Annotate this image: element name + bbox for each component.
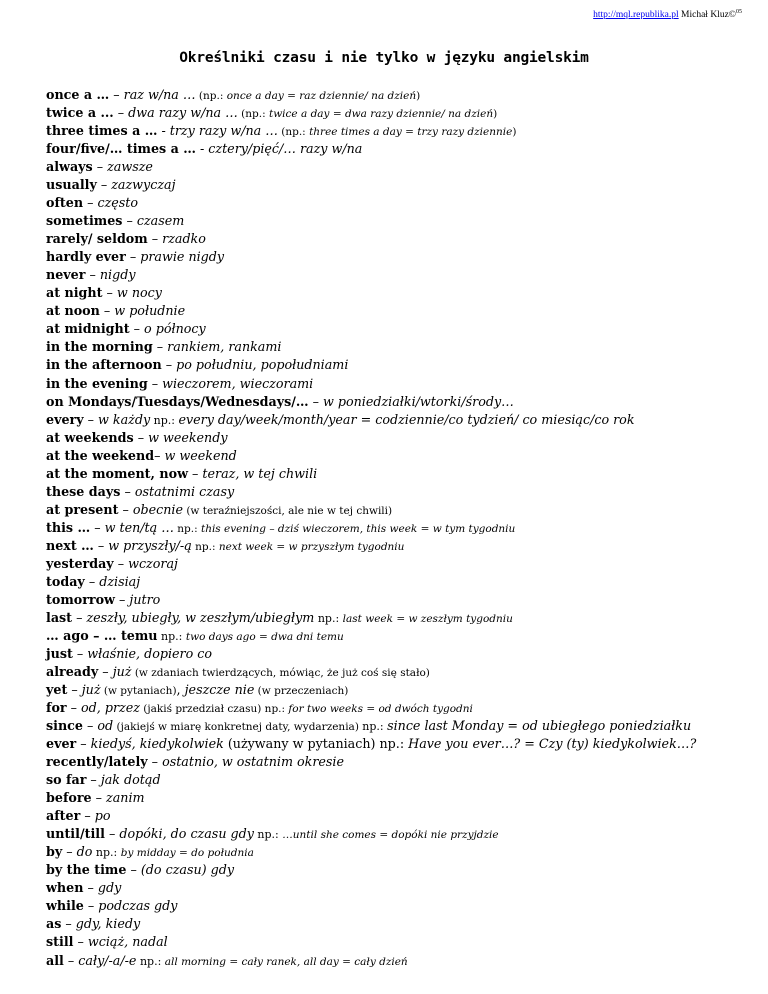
example-prefix: np.: [253,828,283,842]
usage-note-2: (w przeczeniach) [254,685,349,698]
translation: ostatnimi czasy [134,483,235,499]
dash: – [147,375,163,391]
dash: – [93,537,109,553]
dash: – [133,429,149,445]
term: this … [46,519,91,535]
translation: wciąż, nadal [87,934,168,950]
list-item [46,573,746,591]
dash: – [98,664,113,679]
dash: – [61,916,76,932]
term: just [46,645,73,661]
list-item [46,266,746,284]
term: three times a … [46,123,158,139]
translation: dzisiaj [99,573,141,589]
list-item [46,952,746,970]
translation: gdy, kiedy [75,916,141,932]
example-prefix: (np.: [195,90,227,102]
list-item [46,753,746,771]
dash: – [67,682,82,698]
example-prefix: np.: [173,522,201,535]
translation: jutro [129,591,161,607]
term: already [46,664,99,679]
example: three times a day = trzy razy dziennie [309,126,513,139]
list-item [46,681,746,699]
usage-note: (jakiejś w miarę konkretnej daty, wydarzenia) [113,721,363,734]
example: once a day = raz dziennie/ na dzień [226,90,417,102]
list-item [46,843,746,861]
dash: – [83,898,99,914]
list-item [46,248,746,266]
term: after [46,808,81,824]
list-item [46,735,746,753]
translation: nigdy [99,267,136,283]
translation: od, przez [81,700,140,716]
dash: – [104,826,120,842]
list-item [46,897,746,915]
translation: czasem [136,213,185,229]
list-item [46,807,746,825]
translation: w poniedziałki/wtorki/środy… [322,393,514,409]
translation: prawie nigdy [140,249,225,265]
term: tomorrow [46,591,115,607]
dash: – [90,519,105,535]
list-item [46,230,746,248]
term: hardly ever [46,249,126,265]
term: never [46,267,86,283]
usage-note: (w teraźniejszości, ale nie w tej chwili) [182,504,393,517]
list-item [46,519,746,537]
translation: już [112,664,132,679]
term: still [46,934,74,950]
list-item [46,356,746,374]
translation: w nocy [116,285,162,301]
list-item [46,194,746,212]
dash: – [188,465,203,481]
translation: ostatnio, w ostatnim okresie [162,754,344,770]
term: rarely/ seldom [46,231,148,247]
list-item [46,879,746,897]
page-header [593,9,742,20]
list-item [46,717,746,735]
translation: po [94,808,111,824]
dash: – [72,609,87,625]
dash: – [129,321,145,337]
example-prefix: np.: [136,954,165,968]
translation: zanim [106,790,145,806]
list-item [46,537,746,555]
term: recently/lately [46,754,148,770]
separator: , [176,682,185,698]
dash: – [62,844,77,860]
dash: – [76,736,91,752]
translation: od [97,718,114,734]
term: in the evening [46,375,148,391]
example: since last Monday = od ubiegłego poniedziałku [387,718,692,734]
term: all [46,952,64,968]
example-prefix: np.: [150,413,179,427]
term: at the weekend [46,447,155,463]
dash: – [91,790,107,806]
list-item [46,591,746,609]
list-item [46,284,746,302]
list-item [46,483,746,501]
example: for two weeks = od dwóch tygodni [288,703,473,716]
translation: w weekendy [148,429,228,445]
dash: – [83,880,98,896]
term: today [46,573,85,589]
translation: wieczorem, wieczorami [162,375,314,391]
example: next week = w przyszłym tygodniu [218,540,405,553]
translation: w południe [114,303,186,319]
translation: do [76,844,93,860]
page-title: Określniki czasu i nie tylko w języku angielskim [179,50,589,66]
paren-close: ) [493,108,498,121]
list-item [46,627,746,645]
translation: dwa razy w/na … [128,105,238,121]
dash: – [99,303,115,319]
example: two days ago = dwa dni temu [185,630,344,643]
list-item [46,140,746,158]
term: in the morning [46,339,153,355]
translation: w weekend [164,447,237,463]
translation: dopóki, do czasu gdy [119,826,254,842]
term: at the moment, now [46,465,188,481]
term: sometimes [46,213,123,229]
dash: – [66,700,82,716]
translation: właśnie, dopiero co [87,645,213,661]
term: by [46,844,63,860]
list-item [46,320,746,338]
example-prefix: np.: [362,720,388,734]
translation: w każdy [98,411,151,427]
example-prefix: (np.: [277,126,310,139]
translation: cztery/pięć/… razy w/na [208,141,363,157]
translation: teraz, w tej chwili [202,465,318,481]
translation: po południu, popołudniami [176,357,349,373]
expression-list [46,86,746,970]
example: …until she comes = dopóki nie przyjdzie [282,829,499,842]
translation: cały/-a/-e [78,952,137,968]
translation: w ten/tą … [104,519,174,535]
translation: rankiem, rankami [167,339,282,355]
list-item [46,338,746,356]
term: until/till [46,826,105,842]
dash: – [73,934,88,950]
dash: – [125,249,141,265]
list-item [46,555,746,573]
author-name: Michał Kluz© [681,10,736,21]
list-item [46,122,746,140]
term: before [46,790,92,806]
translation: często [97,195,139,211]
example-prefix: np.: [92,846,121,860]
dash: – [147,231,163,247]
translation-2: jeszcze nie [184,682,255,698]
list-item [46,393,746,411]
term: yesterday [46,555,114,571]
dash: – [147,754,163,770]
translation: o północy [144,321,206,337]
term: ever [46,736,77,752]
term: yet [46,682,68,698]
translation: obecnie [132,501,183,517]
list-item [46,176,746,194]
dash: – [85,267,100,283]
translation: wczoraj [128,555,178,571]
example: Have you ever…? = Czy (ty) kiedykolwiek…? [408,736,697,752]
dash: – [122,213,137,229]
dash: – [109,87,124,102]
usage-note-plain: (używany w pytaniach) np.: [223,736,409,752]
dash: – [84,573,100,589]
dash: – [113,105,129,121]
usage-note: (w zdaniach twierdzących, mówiąc, że już coś się stało) [131,667,430,679]
dash: – [96,177,112,193]
list-item [46,429,746,447]
term: at noon [46,303,100,319]
dash: – [113,555,129,571]
list-item [46,915,746,933]
example-prefix: (np.: [237,108,269,121]
example-prefix: np.: [314,611,343,625]
translation: podczas gdy [98,898,178,914]
list-item [46,645,746,663]
translation: zazwyczaj [111,177,176,193]
dash: – [92,159,108,175]
term: at night [46,285,103,301]
example-prefix: np.: [157,629,186,643]
translation: zawsze [107,159,153,175]
paren-close: ) [416,90,421,102]
list-item [46,789,746,807]
term: … ago – … temu [46,627,158,643]
usage-note: (jakiś przedział czasu) [139,703,262,716]
list-item [46,699,746,717]
list-item [46,158,746,176]
dash: – [114,591,130,607]
term: usually [46,177,97,193]
list-item [46,609,746,627]
translation: raz w/na … [123,87,196,102]
dash: – [154,447,165,463]
example: twice a day = dwa razy dziennie/ na dzień [268,108,494,121]
website-link[interactable]: http://mql.republika.pl [593,10,679,21]
example: last week = w zeszłym tygodniu [342,612,513,625]
dash: – [86,772,101,788]
list-item [46,825,746,843]
translation: gdy [97,880,122,896]
list-item [46,104,746,122]
dash: – [161,357,177,373]
translation: trzy razy w/na … [169,123,278,139]
list-item [46,375,746,393]
term: at weekends [46,429,134,445]
dash: – [83,195,98,211]
term: these days [46,483,121,499]
term: when [46,880,84,896]
term: last [46,609,73,625]
term: as [46,916,62,932]
list-item [46,447,746,465]
translation: (do czasu) gdy [140,862,235,878]
term: next … [46,537,94,553]
translation: jak dotąd [100,772,161,788]
year-superscript: 05 [736,9,742,15]
list-item [46,411,746,429]
translation: w przyszły/-ą [108,537,192,553]
list-item [46,501,746,519]
list-item [46,771,746,789]
example-prefix: np.: [191,540,219,553]
list-item [46,861,746,879]
term: at present [46,501,119,517]
dash: – [118,501,133,517]
term: for [46,700,67,716]
example-prefix: np.: [261,703,289,716]
dash: – [63,952,79,968]
term: four/five/… times a … [46,141,196,157]
dash: – [308,393,323,409]
translation: już [81,682,101,698]
term: by the time [46,862,127,878]
list-item [46,302,746,320]
example: this evening – dziś wieczorem, this week = w tym tygodniu [200,522,516,535]
example: all morning = cały ranek, all day = cały dzień [164,955,408,968]
list-item [46,86,746,104]
translation: kiedyś, kiedykolwiek [90,736,224,752]
list-item [46,212,746,230]
translation: zeszły, ubiegły, w zeszłym/ubiegłym [86,609,315,625]
term: every [46,411,84,427]
translation: rzadko [162,231,206,247]
dash: – [120,483,135,499]
dash: – [80,808,95,824]
dash: – [72,645,88,661]
example: every day/week/month/year = codziennie/co tydzień/ co miesiąc/co rok [178,411,635,427]
term: so far [46,772,87,788]
dash: - [157,123,170,139]
term: since [46,718,83,734]
dash: – [126,862,141,878]
list-item [46,465,746,483]
dash: – [83,411,98,427]
dash: – [83,718,98,734]
term: while [46,898,84,914]
paren-close: ) [512,126,517,139]
term: always [46,159,93,175]
term: at midnight [46,321,130,337]
dash: - [195,141,209,157]
dash: – [102,285,117,301]
example: by midday = do południa [120,847,254,860]
list-item [46,663,746,681]
dash: – [152,339,168,355]
term: on Mondays/Tuesdays/Wednesdays/… [46,393,309,409]
term: twice a ... [46,105,114,121]
term: in the afternoon [46,357,162,373]
list-item [46,933,746,951]
term: once a … [46,87,110,102]
term: often [46,195,84,211]
usage-note: (w pytaniach) [100,685,177,698]
